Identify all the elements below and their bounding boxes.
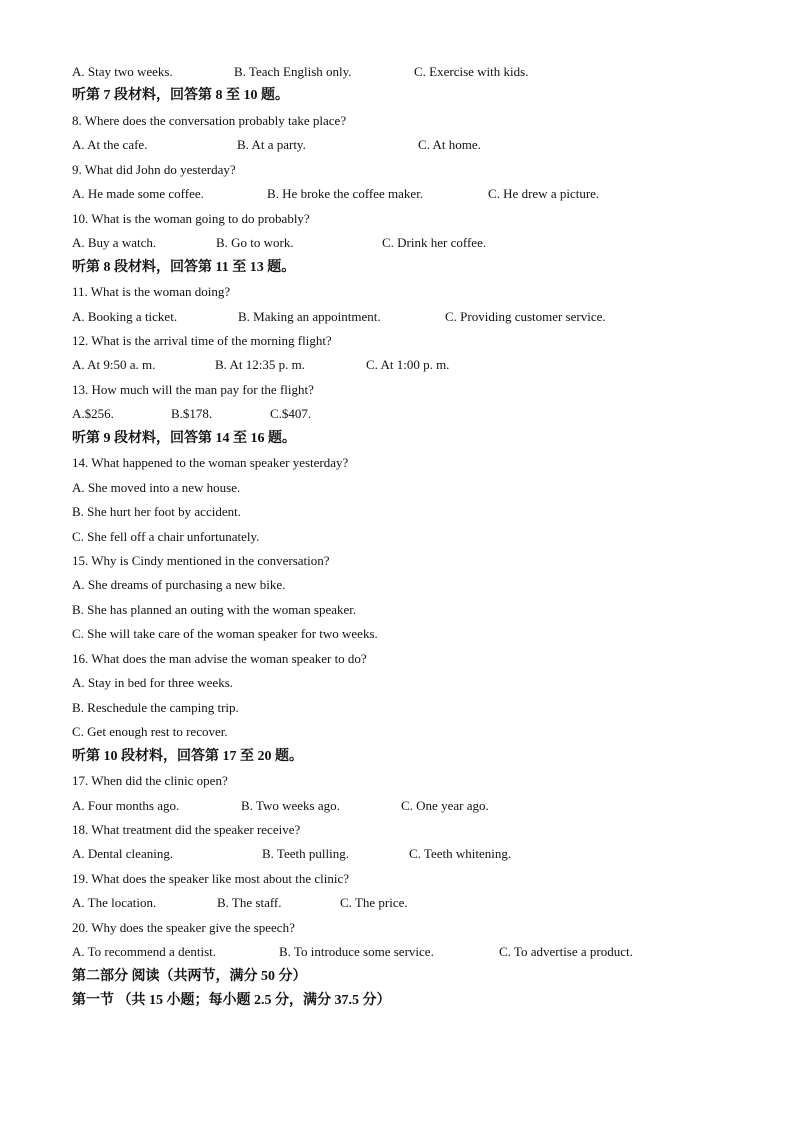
section-heading: 听第 8 段材料，回答第 11 至 13 题。 <box>72 259 296 275</box>
options-row <box>72 944 722 960</box>
answer-option: A. At 9:50 a. m. <box>72 357 156 373</box>
answer-option: C. Drink her coffee. <box>382 235 487 251</box>
answer-option: A. She moved into a new house. <box>72 479 241 495</box>
question-text: 15. Why is Cindy mentioned in the conversation? <box>72 553 330 568</box>
answer-option: B. She has planned an outing with the woman speaker. <box>72 601 357 617</box>
options-row <box>72 186 722 202</box>
options-row <box>72 137 722 153</box>
answer-option: C. Exercise with kids. <box>414 64 529 79</box>
question-text: 16. What does the man advise the woman speaker to do? <box>72 650 367 666</box>
answer-option: B. The staff. <box>217 895 282 911</box>
answer-option: B. Teeth pulling. <box>262 846 349 862</box>
answer-option: B. To introduce some service. <box>279 944 434 960</box>
section-heading: 听第 9 段材料，回答第 14 至 16 题。 <box>72 430 296 446</box>
question-text: 17. When did the clinic open? <box>72 773 228 789</box>
answer-option: C. Providing customer service. <box>445 308 606 324</box>
question-text: 9. What did John do yesterday? <box>72 161 236 177</box>
options-row <box>72 64 722 80</box>
question-text: 10. What is the woman going to do probably? <box>72 210 310 226</box>
answer-option: B. Go to work. <box>216 235 294 251</box>
answer-option: B. Reschedule the camping trip. <box>72 699 239 715</box>
options-row <box>72 357 722 373</box>
answer-option: B. At 12:35 p. m. <box>215 357 305 373</box>
answer-option: C. Teeth whitening. <box>409 846 512 862</box>
answer-option: B. He broke the coffee maker. <box>267 186 424 202</box>
answer-option: B. Two weeks ago. <box>241 797 340 813</box>
options-row <box>72 309 722 325</box>
answer-option: C. At 1:00 p. m. <box>366 357 450 373</box>
answer-option: A. Stay two weeks. <box>72 64 173 79</box>
question-text: 14. What happened to the woman speaker yesterday? <box>72 455 349 471</box>
answer-option: B. Teach English only. <box>234 64 352 79</box>
answer-option: A. She dreams of purchasing a new bike. <box>72 577 286 593</box>
answer-option: A. At the cafe. <box>72 137 148 153</box>
answer-option: C. She fell off a chair unfortunately. <box>72 528 260 544</box>
answer-option: A. Four months ago. <box>72 797 180 813</box>
question-text: 8. Where does the conversation probably take place? <box>72 112 347 128</box>
question-text: 19. What does the speaker like most about the clinic? <box>72 870 350 886</box>
answer-option: C. To advertise a product. <box>499 944 633 960</box>
section-heading: 第一节 （共 15 小题；每小题 2.5 分，满分 37.5 分） <box>72 993 391 1009</box>
answer-option: B.$178. <box>171 406 213 422</box>
options-row <box>72 235 722 251</box>
question-text: 12. What is the arrival time of the morning flight? <box>72 332 332 348</box>
answer-option: B. At a party. <box>237 137 306 153</box>
answer-option: C. The price. <box>340 895 408 911</box>
options-row <box>72 406 722 422</box>
answer-option: A. He made some coffee. <box>72 186 204 202</box>
answer-option: A.$256. <box>72 406 114 422</box>
section-heading: 第二部分 阅读（共两节，满分 50 分） <box>72 968 307 984</box>
answer-option: A. The location. <box>72 895 157 911</box>
options-row <box>72 846 722 862</box>
options-row <box>72 798 722 814</box>
question-text: 13. How much will the man pay for the flight? <box>72 381 314 397</box>
answer-option: A. Buy a watch. <box>72 235 157 251</box>
question-text: 18. What treatment did the speaker receive? <box>72 821 301 837</box>
answer-option: A. Stay in bed for three weeks. <box>72 675 234 691</box>
answer-option: C. He drew a picture. <box>488 186 600 202</box>
answer-option: A. Dental cleaning. <box>72 846 174 862</box>
answer-option: C.$407. <box>270 406 312 422</box>
answer-option: A. To recommend a dentist. <box>72 944 216 960</box>
section-heading: 听第 10 段材料，回答第 17 至 20 题。 <box>72 748 303 764</box>
question-text: 20. Why does the speaker give the speech? <box>72 919 295 935</box>
answer-option: B. Making an appointment. <box>238 308 381 324</box>
answer-option: B. She hurt her foot by accident. <box>72 504 241 520</box>
answer-option: A. Booking a ticket. <box>72 308 178 324</box>
options-row <box>72 895 722 911</box>
answer-option: C. At home. <box>418 137 481 153</box>
answer-option: C. One year ago. <box>401 797 489 813</box>
question-text: 11. What is the woman doing? <box>72 284 231 300</box>
answer-option: C. She will take care of the woman speaker for two weeks. <box>72 626 378 642</box>
section-heading: 听第 7 段材料，回答第 8 至 10 题。 <box>72 88 289 104</box>
answer-option: C. Get enough rest to recover. <box>72 724 228 740</box>
